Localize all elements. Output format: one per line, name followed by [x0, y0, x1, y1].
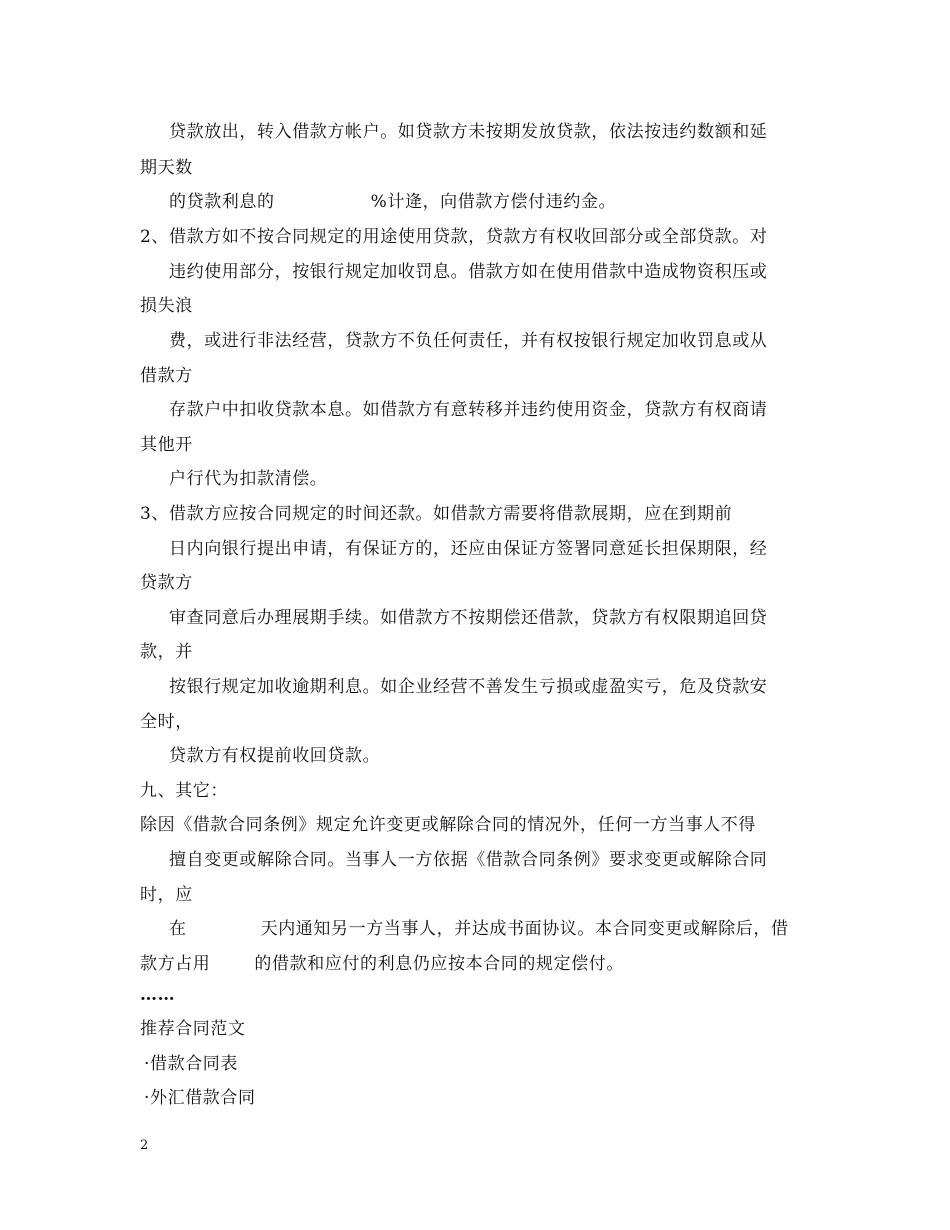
text-line: 损失浪 [140, 296, 193, 316]
text-line: 存款户中扣收贷款本息。如借款方有意转移并违约使用资金，贷款方有权商请 [169, 400, 768, 420]
text-line: 除因《借款合同条例》规定允许变更或解除合同的情况外，任何一方当事人不得 [140, 815, 756, 835]
text-span: 天内通知另一方当事人，并达成书面协议。本合同变更或解除后，借 [260, 919, 789, 939]
text-line: 贷款放出，转入借款方帐户。如贷款方未按期发放贷款，依法按违约数额和延 [169, 122, 768, 142]
page-number: 2 [140, 1138, 149, 1153]
ellipsis: …… [140, 985, 176, 1005]
text-line: 贷款方 [140, 573, 193, 593]
text-line: 费，或进行非法经营，贷款方不负任何责任，并有权按银行规定加收罚息或从 [169, 331, 768, 351]
text-line: 擅自变更或解除合同。当事人一方依据《借款合同条例》要求变更或解除合同 [169, 850, 768, 870]
recommended-heading: 推荐合同范文 [140, 1019, 246, 1039]
text-line: 3、借款方应按合同规定的时间还款。如借款方需要将借款展期，应在到期前 [140, 504, 733, 524]
text-span: 的贷款利息的 [169, 192, 275, 212]
section-heading: 九、其它： [140, 781, 228, 801]
recommended-link-loan-contract-form[interactable]: ·借款合同表 [144, 1054, 239, 1074]
text-line: 户行代为扣款清偿。 [169, 469, 328, 489]
text-line [169, 190, 616, 214]
text-span: 款方占用 [140, 954, 211, 974]
text-line [140, 952, 624, 976]
text-line: 日内向银行提出申请，有保证方的，还应由保证方签署同意延长担保期限，经 [169, 539, 768, 559]
text-line: 时，应 [140, 885, 193, 905]
text-span: 的借款和应付的利息仍应按本合同的规定偿付。 [254, 954, 625, 974]
text-line: 其他开 [140, 435, 193, 455]
text-line: 按银行规定加收逾期利息。如企业经营不善发生亏损或虚盈实亏，危及贷款安 [169, 677, 768, 697]
text-line: 审查同意后办理展期手续。如借款方不按期偿还借款，贷款方有权限期追回贷 [169, 608, 768, 628]
text-line: 2、借款方如不按合同规定的用途使用贷款，贷款方有权收回部分或全部贷款。对 [140, 227, 768, 247]
text-span: %计逄，向借款方偿付违约金。 [370, 192, 617, 212]
text-line: 期天数 [140, 158, 193, 178]
text-line [169, 917, 789, 941]
text-line: 借款方 [140, 366, 193, 386]
recommended-link-foreign-exchange-loan[interactable]: ·外汇借款合同 [144, 1088, 256, 1108]
text-line: 款，并 [140, 642, 193, 662]
text-line: 贷款方有权提前收回贷款。 [169, 746, 381, 766]
text-span: 在 [169, 919, 187, 939]
text-line: 违约使用部分，按银行规定加收罚息。借款方如在使用借款中造成物资积压或 [169, 262, 768, 282]
text-line: 全时， [140, 712, 193, 732]
